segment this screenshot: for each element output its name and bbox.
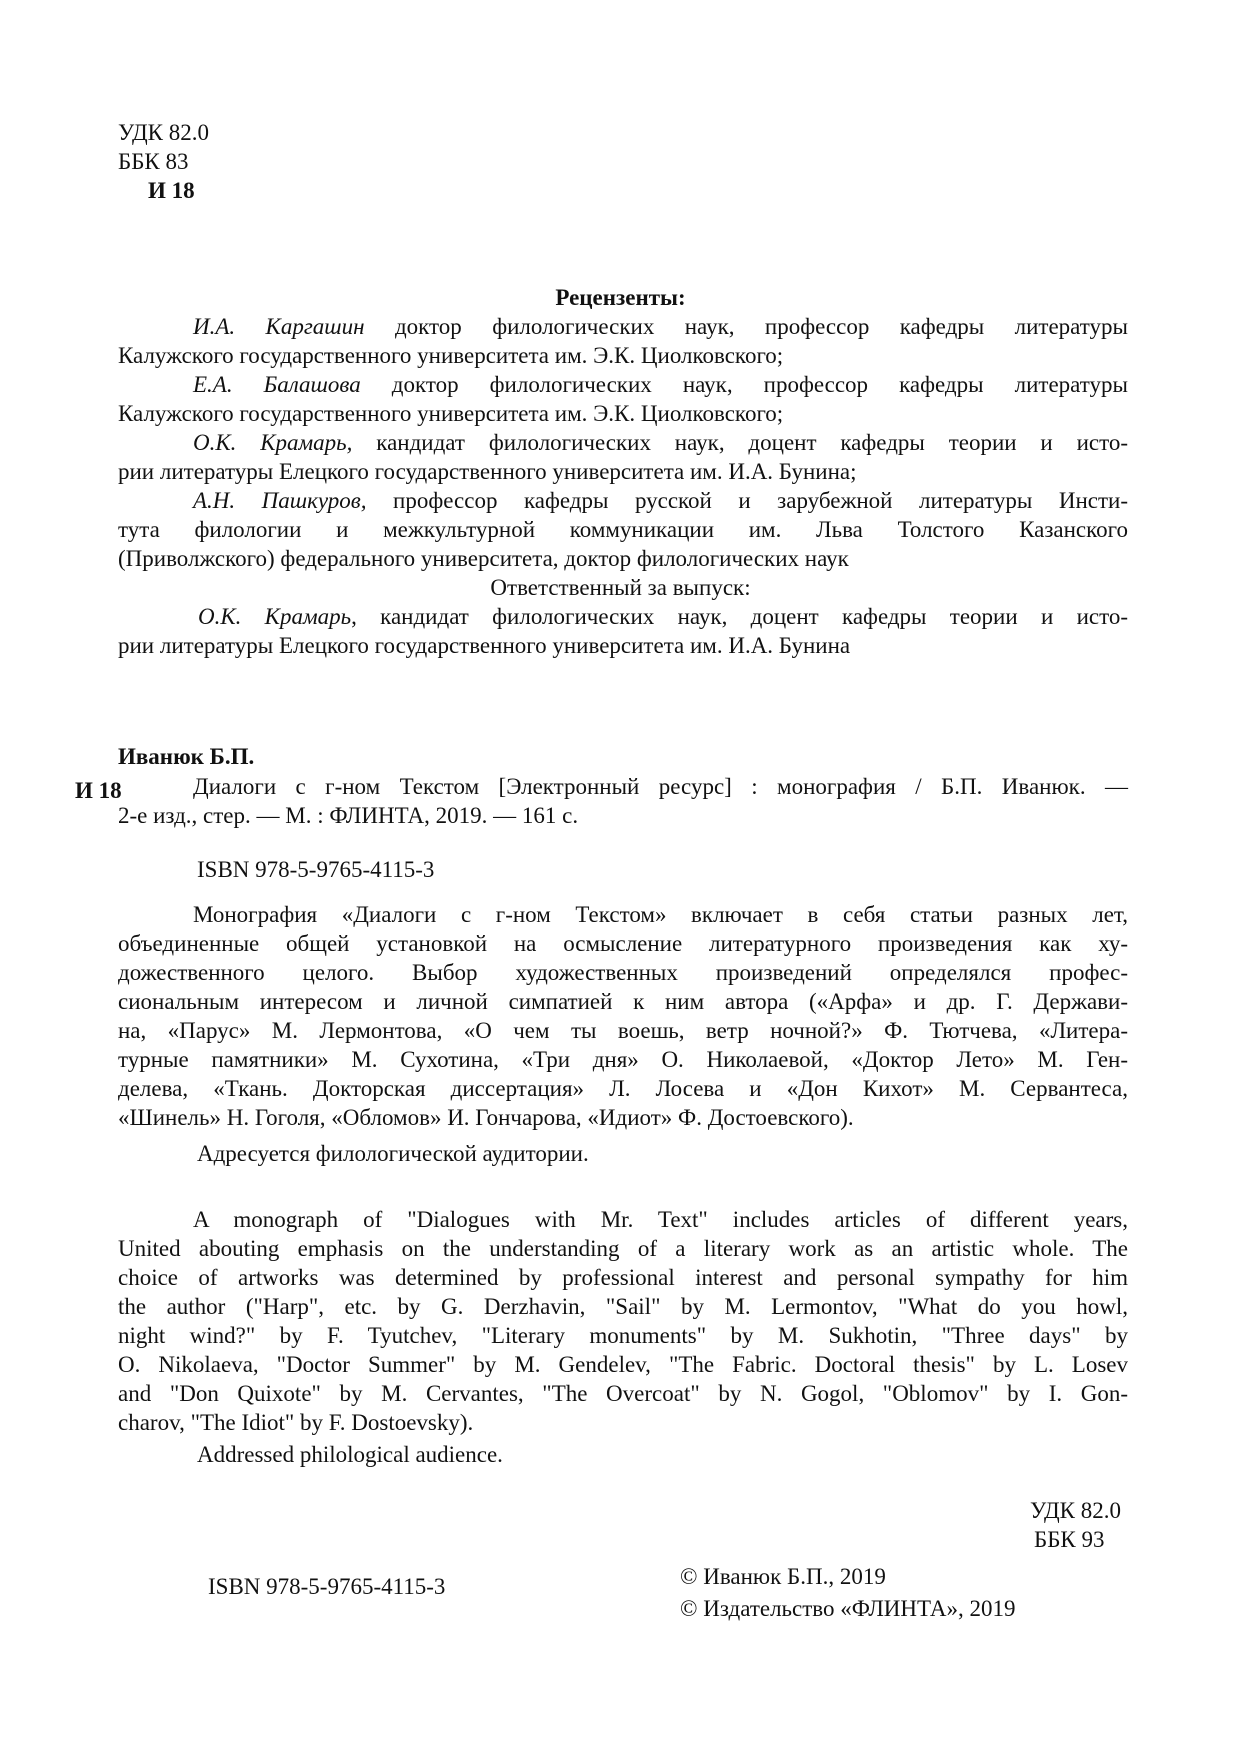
annotation-english (118, 1205, 1128, 1437)
annotation-line: делева, «Ткань. Докторская диссертация» Л. Лосева и «Дон Кихот» М. Сервантеса, (118, 1076, 1128, 1101)
bbk-code: ББК 83 (118, 149, 189, 174)
annotation-line: A monograph of "Dialogues with Mr. Text" includes articles of different years, (193, 1207, 1128, 1232)
annotation-line: charov, "The Idiot" by F. Dostoevsky). (118, 1410, 474, 1435)
annotation-line: турные памятники» М. Сухотина, «Три дня» О. Николаевой, «Доктор Лето» М. Ген- (118, 1047, 1128, 1072)
responsible-name: О.К. Крамарь (198, 604, 352, 629)
bibliographic-record (118, 772, 1128, 830)
annotation-line: сиональным интересом и личной симпатией к ним автора («Арфа» и др. Г. Держави- (118, 989, 1128, 1014)
bibliographic-line: 2-е изд., стер. — М. : ФЛИНТА, 2019. — 161 с. (118, 803, 579, 828)
reviewer-entry (118, 370, 1128, 428)
call-number: И 18 (75, 778, 122, 803)
reviewer-entry (118, 428, 1128, 486)
isbn-bottom: ISBN 978-5-9765-4115-3 (208, 1574, 446, 1599)
call-number-code: И 18 (148, 178, 195, 203)
annotation-line: choice of artworks was determined by professional interest and personal sympathy for him (118, 1265, 1128, 1290)
reviewer-name: И.А. Каргашин (193, 314, 365, 339)
classification-codes-top (118, 118, 209, 205)
author-heading: Иванюк Б.П. (118, 744, 255, 769)
annotation-line: United abouting emphasis on the understanding of a literary work as an artistic whole. The (118, 1236, 1128, 1261)
reviewers-heading: Рецензенты: (555, 285, 686, 310)
audience-note-english: Addressed philological audience. (197, 1442, 503, 1467)
reviewer-name: Е.А. Балашова (193, 372, 361, 397)
responsible-entry (118, 602, 1128, 660)
annotation-line: Монография «Диалоги с г-ном Текстом» включает в себя статьи разных лет, (193, 902, 1128, 927)
reviewer-line: О.К. Крамарь, кандидат филологических наук, доцент кафедры теории и исто- (193, 430, 1128, 455)
copyright-block (680, 1561, 1016, 1625)
copyright-author: © Иванюк Б.П., 2019 (680, 1564, 886, 1589)
reviewer-line: Калужского государственного университета им. Э.К. Циолковского; (118, 401, 784, 426)
reviewer-entry (118, 486, 1128, 573)
reviewer-name: А.Н. Пашкуров, (193, 488, 367, 513)
reviewer-line: тута филологии и межкультурной коммуникации им. Льва Толстого Казанского (118, 517, 1128, 542)
copyright-publisher: © Издательство «ФЛИНТА», 2019 (680, 1596, 1016, 1621)
udk-code: УДК 82.0 (118, 120, 209, 145)
bibliographic-line: Диалоги с г-ном Текстом [Электронный ресурс] : монография / Б.П. Иванюк. — (193, 774, 1128, 799)
isbn: ISBN 978-5-9765-4115-3 (197, 857, 435, 882)
annotation-line: «Шинель» Н. Гоголя, «Обломов» И. Гончарова, «Идиот» Ф. Достоевского). (118, 1105, 854, 1130)
responsible-line: О.К. Крамарь, кандидат филологических наук, доцент кафедры теории и исто- (198, 604, 1128, 629)
responsible-heading: Ответственный за выпуск: (490, 575, 751, 600)
udk-code: УДК 82.0 (1030, 1498, 1121, 1523)
reviewer-entry (118, 312, 1128, 370)
reviewer-line: Е.А. Балашова доктор филологических наук, профессор кафедры литературы (193, 372, 1128, 397)
annotation-line: на, «Парус» М. Лермонтова, «О чем ты воешь, ветр ночной?» Ф. Тютчева, «Литера- (118, 1018, 1128, 1043)
responsible-line: рии литературы Елецкого государственного университета им. И.А. Бунина (118, 633, 851, 658)
reviewer-line: (Приволжского) федерального университета, доктор филологических наук (118, 546, 849, 571)
annotation-line: O. Nikolaeva, "Doctor Summer" by M. Gendelev, "The Fabric. Doctoral thesis" by L. Losev (118, 1352, 1128, 1377)
annotation-line: дожественного целого. Выбор художественных произведений определялся профес- (118, 960, 1128, 985)
reviewer-line: Калужского государственного университета им. Э.К. Циолковского; (118, 343, 784, 368)
reviewer-name: О.К. Крамарь, (193, 430, 353, 455)
reviewer-line: А.Н. Пашкуров, профессор кафедры русской и зарубежной литературы Инсти- (193, 488, 1128, 513)
audience-note-russian: Адресуется филологической аудитории. (197, 1141, 589, 1166)
annotation-line: night wind?" by F. Tyutchev, "Literary monuments" by M. Sukhotin, "Three days" by (118, 1323, 1128, 1348)
bbk-code: ББК 93 (1034, 1527, 1105, 1552)
annotation-line: объединенные общей установкой на осмысление литературного произведения как ху- (118, 931, 1128, 956)
reviewer-line: рии литературы Елецкого государственного университета им. И.А. Бунина; (118, 459, 857, 484)
classification-codes-bottom (1030, 1496, 1121, 1554)
annotation-russian (118, 900, 1128, 1132)
annotation-line: the author ("Harp", etc. by G. Derzhavin, "Sail" by M. Lermontov, "What do you howl, (118, 1294, 1128, 1319)
reviewer-line: И.А. Каргашин доктор филологических наук, профессор кафедры литературы (193, 314, 1128, 339)
annotation-line: and "Don Quixote" by M. Cervantes, "The Overcoat" by N. Gogol, "Oblomov" by I. Gon- (118, 1381, 1128, 1406)
